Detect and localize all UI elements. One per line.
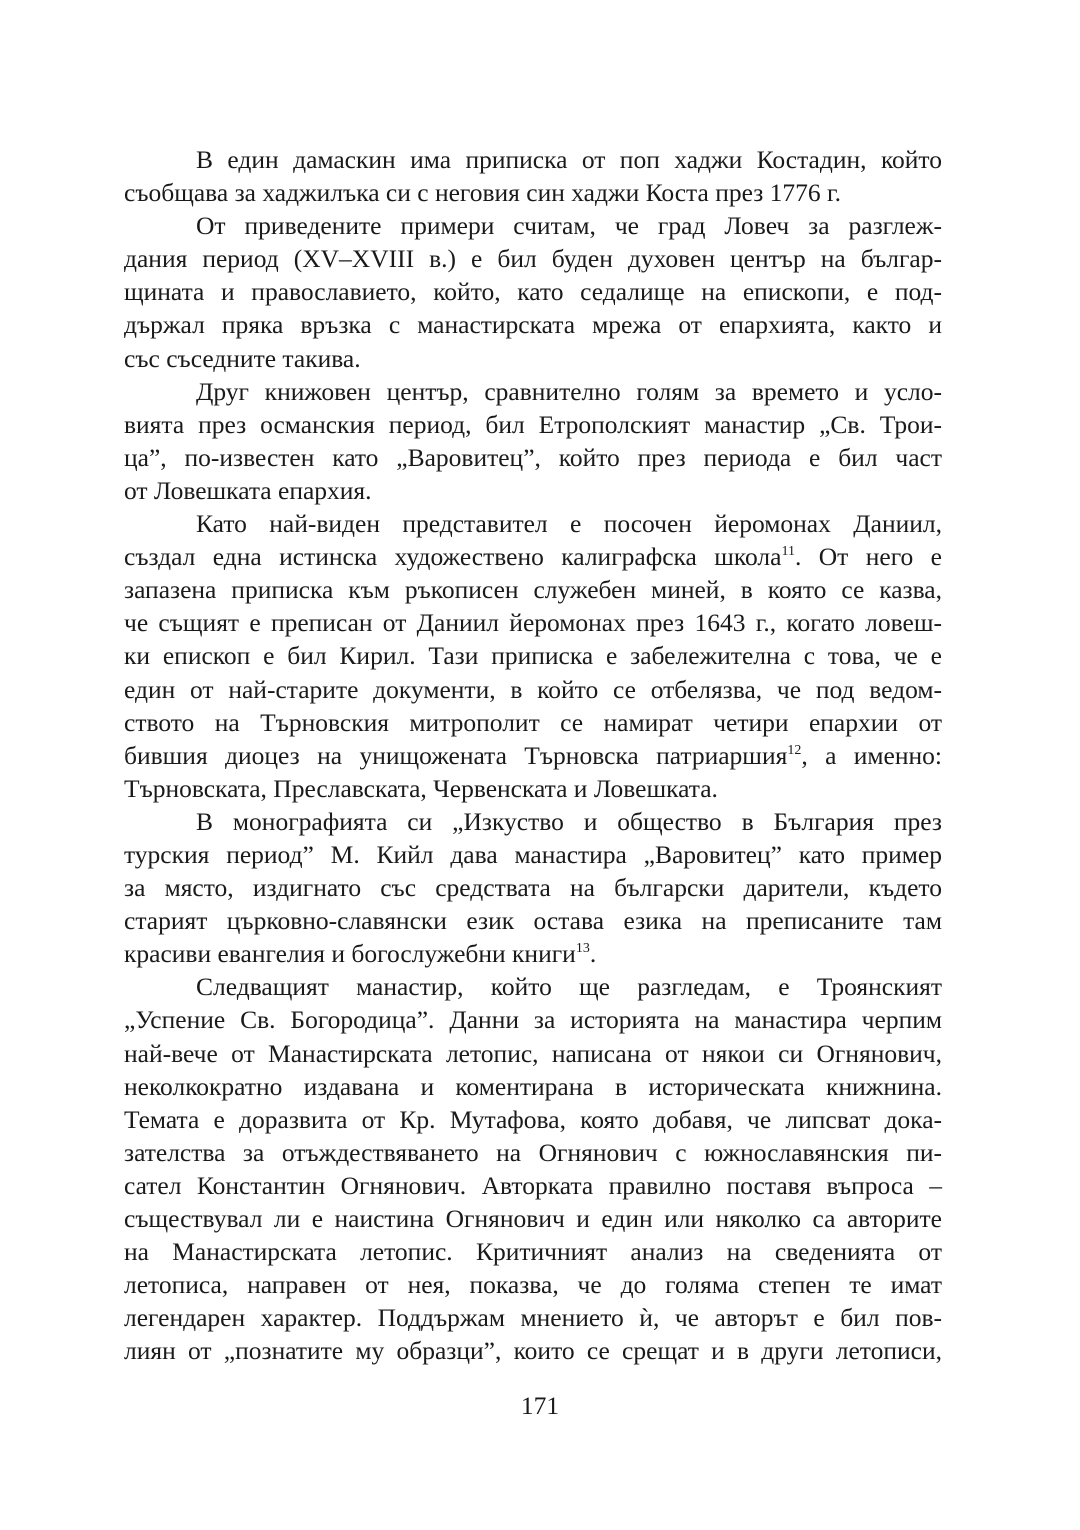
- text-line: вията през османския период, бил Етрополският манастир „Св. Трои-: [124, 409, 942, 439]
- text-line: най-вече от Манастирската летопис, написана от някои си Огнянович,: [124, 1038, 942, 1068]
- text-line: със съседните такива.: [124, 343, 361, 373]
- text-line: зателства за отъждествяването на Огнянович с южнославянския пи-: [124, 1137, 942, 1167]
- text-line: Друг книжовен център, сравнително голям за времето и усло-: [196, 376, 942, 406]
- text-segment: бившия диоцез на унищожената Търновска патриаршия: [124, 740, 788, 770]
- footnote-ref[interactable]: 12: [787, 742, 802, 758]
- text-segment: създал една истинска художествено калиграфска школа: [124, 542, 782, 572]
- text-line: Следващият манастир, който ще разгледам, е Троянският: [196, 972, 942, 1002]
- footnote-ref[interactable]: 13: [575, 941, 590, 957]
- text-line: неколкократно издавана и коментирана в историческата книжнина.: [124, 1071, 942, 1101]
- text-line: старият църковно-славянски език остава езика на преписаните там: [124, 906, 942, 936]
- text-line: на Манастирската летопис. Критичният анализ на сведенията от: [124, 1237, 942, 1267]
- text-line: държал пряка връзка с манастирската мрежа от епархията, както и: [124, 310, 942, 340]
- text-line: Като най-виден представител е посочен йеромонах Даниил,: [196, 509, 942, 539]
- text-line: турския период” М. Кийл дава манастира „Варовитец” като пример: [124, 839, 942, 869]
- text-line: съществувал ли е наистина Огнянович и един или няколко са авторите: [124, 1204, 942, 1233]
- footnote-ref[interactable]: 11: [781, 544, 795, 560]
- text-line: запазена приписка към ръкописен служебен миней, в която се казва,: [124, 575, 942, 605]
- text-segment: . От него е: [794, 542, 942, 572]
- text-line: един от най-старите документи, в който се отбелязва, че под ведом-: [124, 674, 942, 704]
- text-line: летописа, направен от нея, показва, че до голяма степен те имат: [124, 1270, 942, 1300]
- text-line: сател Константин Огнянович. Авторката правилно поставя въпроса –: [124, 1170, 942, 1200]
- text-line: щината и православието, който, като седалище на епископи, е под-: [124, 277, 942, 307]
- text-line: ството на Търновския митрополит се намират четири епархии от: [124, 707, 942, 737]
- page-number: 171: [520, 1391, 560, 1420]
- text-line: [124, 937, 942, 970]
- text-line: Търновската, Преславската, Червенската и Ловешката.: [124, 773, 718, 803]
- text-segment: красиви евангелия и богослужебни книги: [124, 939, 576, 969]
- text-line: легендарен характер. Поддържам мнението ѝ, че авторът е бил пов-: [124, 1303, 942, 1333]
- text-line: В един дамаскин има приписка от поп хаджи Костадин, който: [196, 145, 942, 174]
- text-line: Темата е доразвита от Кр. Мутафова, която добавя, че липсват дока-: [124, 1104, 942, 1134]
- text-line: В монографията си „Изкуство и общество в България през: [196, 806, 942, 836]
- text-segment: .: [589, 939, 597, 969]
- text-line: ца”, по-известен като „Варовитец”, който през периода е бил част: [124, 442, 942, 472]
- text-line: „Успение Св. Богородица”. Данни за историята на манастира черпим: [124, 1005, 942, 1035]
- text-line: че същият е преписан от Даниил йеромонах през 1643 г., когато ловеш-: [124, 608, 942, 638]
- text-line: От приведените примери считам, че град Ловеч за разглеж-: [196, 211, 942, 241]
- text-line: съобщава за хаджилъка си с неговия син хаджи Коста през 1776 г.: [124, 178, 842, 208]
- body-text: [124, 143, 942, 1367]
- text-line: дания период (XV–XVIII в.) е бил буден духовен център на българ-: [124, 244, 942, 274]
- text-line: лиян от „познатите му образци”, които се срещат и в други летописи,: [124, 1336, 942, 1366]
- text-line: ки епископ е бил Кирил. Тази приписка е забележителна с това, че е: [124, 641, 942, 671]
- text-line: от Ловешката епархия.: [124, 475, 372, 505]
- text-line: [124, 540, 942, 573]
- text-line: за място, издигнато със средствата на български дарители, където: [124, 873, 942, 903]
- text-segment: , а именно:: [801, 740, 942, 770]
- text-line: [124, 739, 942, 772]
